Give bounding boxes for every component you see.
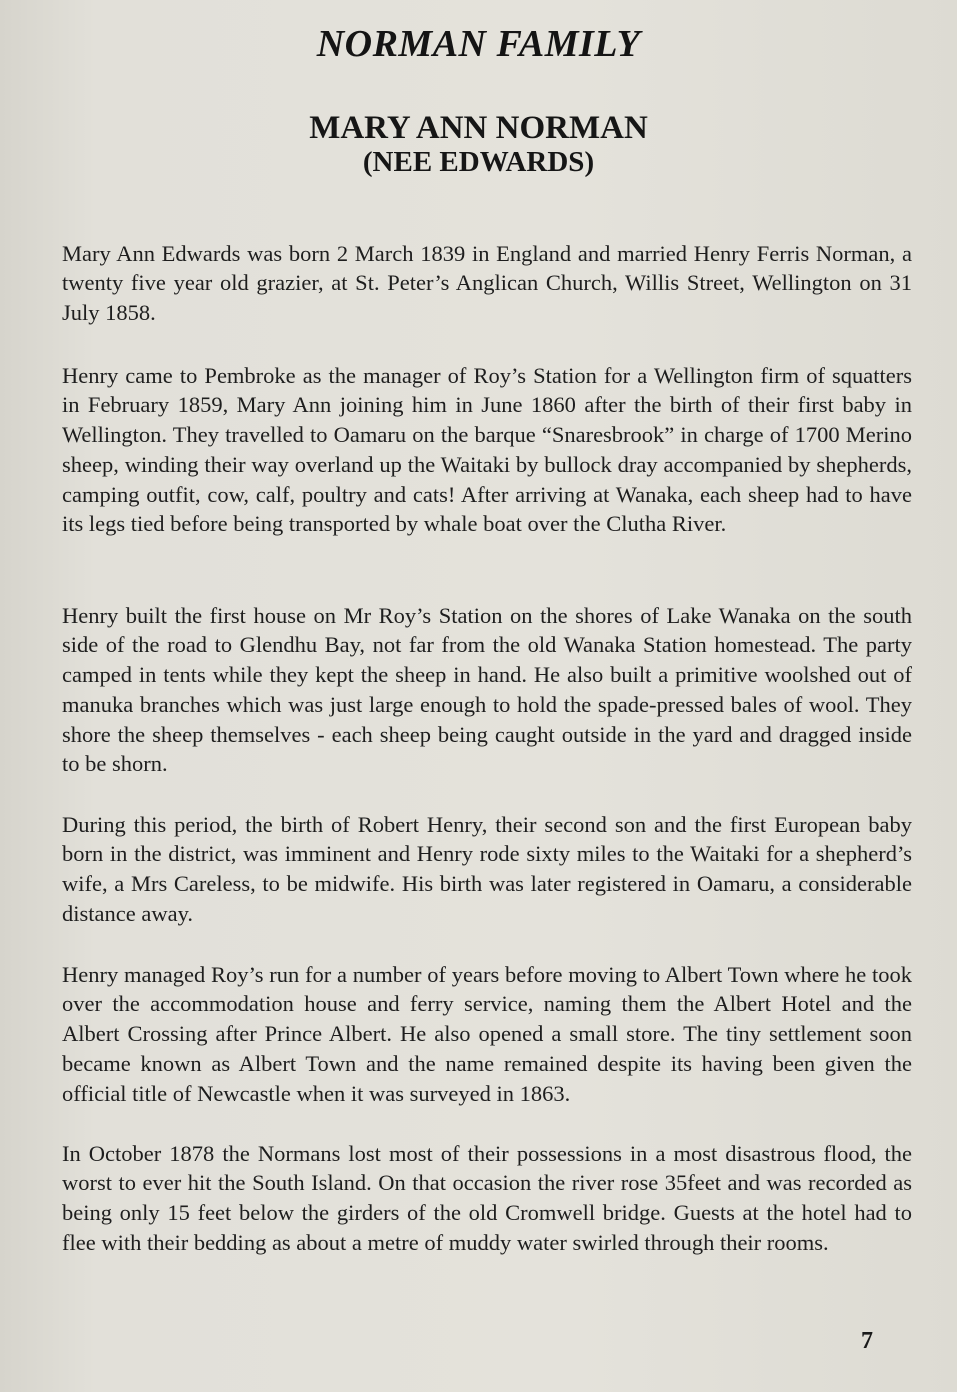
person-name-heading: MARY ANN NORMAN xyxy=(309,110,648,146)
paragraph-marriage: Mary Ann Edwards was born 2 March 1839 in England and married Henry Ferris Norman, a twenty five year old grazier, at St. Peter’s Anglican Church, Willis Street, Wellington on 31 July 1858. xyxy=(62,240,912,326)
paragraph-journey: Henry came to Pembroke as the manager of Roy’s Station for a Wellington firm of squatters in February 1859, Mary Ann joining him in June 1860 after the birth of their first baby in Wellington. They travelled to Oamaru on the barque “Snaresbrook” in charge of 1700 Merino sheep, winding their way overland up the Waitaki by bullock dray accompanied by shepherds, camping outfit, cow, calf, poultry and cats! After arriving at Wanaka, each sheep had to have its legs tied before being transported by whale boat over the Clutha River. xyxy=(62,362,912,537)
maiden-name-subheading: (NEE EDWARDS) xyxy=(362,146,595,178)
paragraph-flood: In October 1878 the Normans lost most of their possessions in a most disastrous flood, the worst to ever hit the South Island. On that occasion the river rose 35feet and was recorded as being only 15 feet below the girders of the old Cromwell bridge. Guests at the hotel had to flee with their bedding as about a metre of muddy water swirled through their rooms. xyxy=(62,1140,912,1255)
paragraph-first-house: Henry built the first house on Mr Roy’s Station on the shores of Lake Wanaka on the south side of the road to Glendhu Bay, not far from the old Wanaka Station homestead. The party camped in tents while they kept the sheep in hand. He also built a primitive woolshed out of manuka branches which was just large enough to hold the spade-pressed bales of wool. They shore the sheep themselves - each sheep being caught outside in the yard and dragged inside to be shorn. xyxy=(62,602,912,777)
family-heading: NORMAN FAMILY xyxy=(316,23,641,65)
paragraph-birth: During this period, the birth of Robert Henry, their second son and the first European baby born in the district, was imminent and Henry rode sixty miles to the Waitaki for a shepherd’s wife, a Mrs Careless, to be midwife. His birth was later registered in Oamaru, a considerable distance away. xyxy=(62,811,912,926)
paragraph-albert-town: Henry managed Roy’s run for a number of years before moving to Albert Town where he took over the accommodation house and ferry service, naming them the Albert Hotel and the Albert Crossing after Prince Albert. He also opened a small store. The tiny settlement soon became known as Albert Town and the name remained despite its having been given the official title of Newcastle when it was surveyed in 1863. xyxy=(62,961,912,1106)
page-number: 7 xyxy=(861,1328,873,1354)
